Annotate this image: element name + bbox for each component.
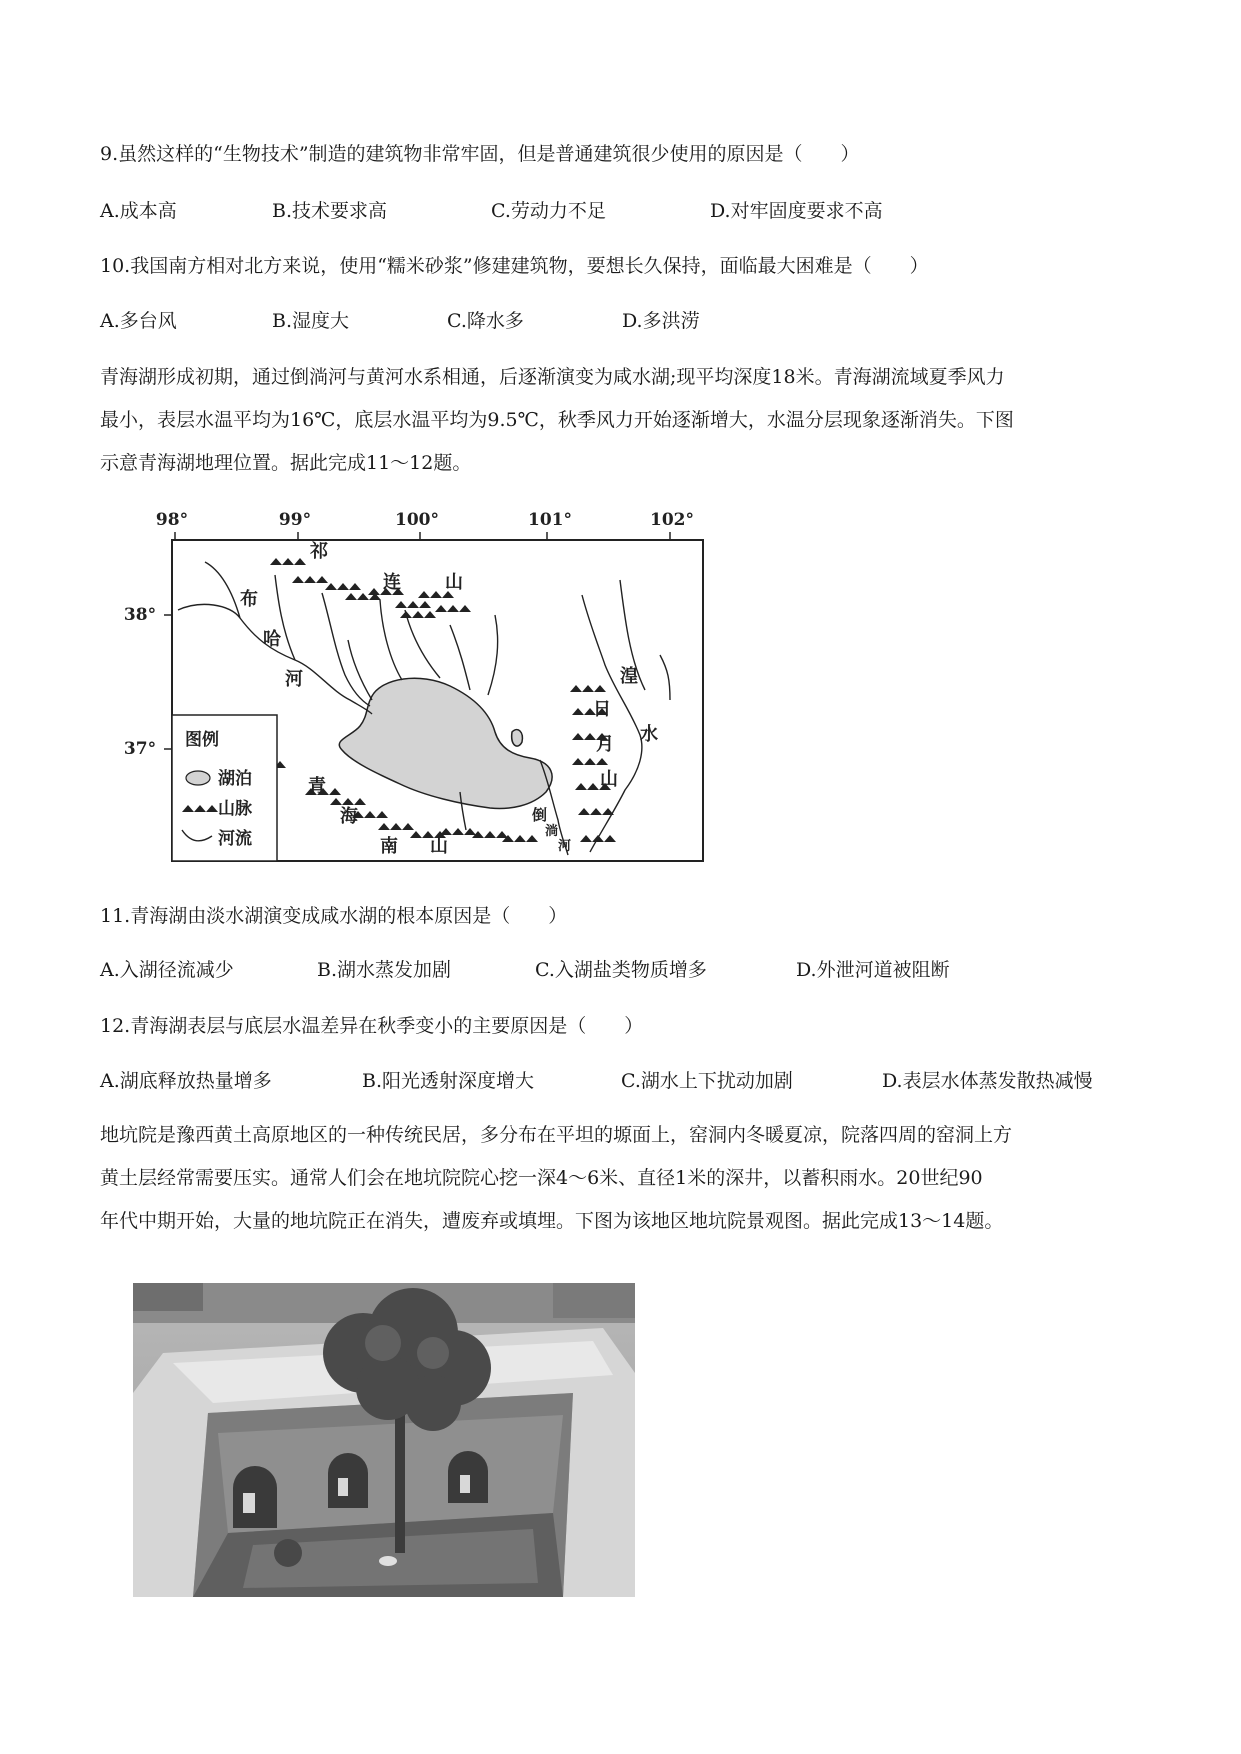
legend-lake-label: 湖泊: [218, 769, 252, 789]
q9-option-b: B.技术要求高: [272, 200, 388, 222]
q10-option-c: C.降水多: [447, 310, 524, 332]
q10-option-b: B.湿度大: [272, 310, 350, 332]
dikengyuan-photo: [133, 1283, 635, 1597]
qinghai-lake-map: [120, 500, 720, 880]
map-label-shan: 山: [445, 572, 463, 593]
longitude-label: 101°: [528, 510, 572, 530]
q10-option-d: D.多洪涝: [622, 310, 700, 332]
q9-option-a: A.成本高: [100, 200, 177, 222]
latitude-label: 38°: [123, 605, 157, 625]
passage-line: 黄土层经常需要压实。通常人们会在地坑院院心挖一深4～6米、直径1米的深井，以蓄积雨水。20世纪90: [100, 1167, 983, 1189]
map-label-nan: 南: [380, 836, 398, 857]
map-label-shan-nan: 山: [430, 836, 448, 857]
map-label-ri: 日: [593, 699, 611, 720]
small-lake-shape: [512, 730, 523, 746]
map-label-hai: 海: [340, 806, 358, 827]
q9-option-c: C.劳动力不足: [491, 200, 606, 222]
map-label-huang: 湟: [620, 666, 638, 687]
longitude-label: 102°: [650, 510, 694, 530]
question-11-stem: 11.青海湖由淡水湖演变成咸水湖的根本原因是（ ）: [100, 905, 568, 927]
map-label-dao: 倒: [532, 806, 548, 824]
longitude-label: 99°: [278, 510, 312, 530]
map-label-he: 河: [285, 669, 303, 690]
passage-line: 年代中期开始，大量的地坑院正在消失，遭废弃或填埋。下图为该地区地坑院景观图。据此完成13～14题。: [100, 1210, 1004, 1232]
q11-option-d: D.外泄河道被阻断: [796, 959, 950, 981]
legend-river-label: 河流: [218, 829, 252, 849]
q11-option-c: C.入湖盐类物质增多: [535, 959, 707, 981]
q11-option-b: B.湖水蒸发加剧: [317, 959, 452, 981]
longitude-label: 100°: [395, 510, 439, 530]
passage-line: 地坑院是豫西黄土高原地区的一种传统民居，多分布在平坦的塬面上，窑洞内冬暖夏凉，院落四周的窑洞上方: [100, 1124, 1013, 1146]
legend-title: 图例: [185, 730, 219, 750]
latitude-label: 37°: [123, 739, 157, 759]
mountain-legend-icon: [182, 805, 218, 812]
q10-option-a: A.多台风: [100, 310, 177, 332]
q12-option-c: C.湖水上下扰动加剧: [621, 1070, 793, 1092]
longitude-label: 98°: [155, 510, 189, 530]
q9-option-d: D.对牢固度要求不高: [710, 200, 883, 222]
question-12-stem: 12.青海湖表层与底层水温差异在秋季变小的主要原因是（ ）: [100, 1015, 644, 1037]
map-label-lian: 连: [383, 572, 401, 593]
passage-line: 青海湖形成初期，通过倒淌河与黄河水系相通，后逐渐演变为咸水湖;现平均深度18米。青海湖流域夏季风力: [100, 366, 1005, 388]
map-label-shan-riyue: 山: [600, 769, 618, 790]
passage-dikengyuan: [100, 1114, 1140, 1243]
passage-line: 示意青海湖地理位置。据此完成11～12题。: [100, 452, 472, 474]
q12-option-a: A.湖底释放热量增多: [100, 1070, 272, 1092]
q12-option-d: D.表层水体蒸发散热减慢: [882, 1070, 1093, 1092]
map-label-qing: 青: [308, 776, 326, 797]
legend-mountain-label: 山脉: [218, 799, 252, 819]
map-label-tang: 淌: [545, 824, 559, 839]
question-10-stem: 10.我国南方相对北方来说，使用“糯米砂浆”修建建筑物，要想长久保持，面临最大困难是（ ）: [100, 255, 929, 277]
map-label-yue: 月: [596, 734, 614, 755]
passage-line: 最小，表层水温平均为16℃，底层水温平均为9.5℃，秋季风力开始逐渐增大，水温分层现象逐渐消失。下图: [100, 409, 1014, 431]
question-9-stem: 9.虽然这样的“生物技术”制造的建筑物非常牢固，但是普通建筑很少使用的原因是（ ）: [100, 143, 860, 165]
map-label-ha: 哈: [263, 629, 281, 650]
passage-qinghai-lake: [100, 356, 1140, 485]
lake-legend-icon: [186, 771, 210, 785]
map-label-he-dao: 河: [558, 839, 572, 854]
map-label-qi: 祁: [310, 541, 328, 562]
q11-option-a: A.入湖径流减少: [100, 959, 234, 981]
q12-option-b: B.阳光透射深度增大: [362, 1070, 535, 1092]
map-legend: [172, 715, 277, 861]
map-label-bu: 布: [240, 589, 258, 610]
map-label-shui: 水: [640, 724, 658, 745]
